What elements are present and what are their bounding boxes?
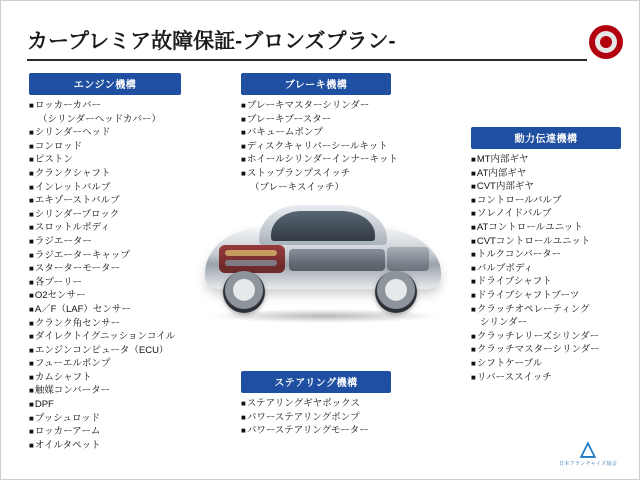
- list-item-label: 触媒コンバーター: [34, 385, 111, 397]
- list-item: [471, 167, 621, 181]
- list-item-label: バルブボディ: [476, 262, 534, 274]
- section-brake-list: [241, 99, 398, 194]
- list-item: [29, 371, 181, 385]
- brand-logo-icon: [589, 25, 623, 59]
- brand-logo-inner: [595, 31, 617, 53]
- bullet-icon: ■: [29, 236, 34, 246]
- list-item-label: ラジエーターキャップ: [34, 249, 130, 261]
- list-item: [29, 398, 181, 412]
- list-item-label: コントロールバルブ: [476, 194, 562, 206]
- bullet-icon: ■: [471, 304, 476, 314]
- section-drive-list: [471, 153, 621, 384]
- bullet-icon: ■: [29, 101, 34, 110]
- list-item: [241, 113, 391, 127]
- bullet-icon: ■: [471, 155, 476, 164]
- title-bar: [27, 25, 587, 55]
- list-item: [241, 397, 391, 411]
- bullet-icon: ■: [29, 128, 34, 138]
- bullet-icon: ■: [471, 345, 476, 355]
- bullet-icon: ■: [29, 141, 34, 151]
- bullet-icon: ■: [29, 168, 34, 178]
- bullet-icon: ■: [29, 372, 34, 382]
- car-front-wheel: [223, 271, 265, 313]
- list-item-label: エンジンコンピュータ（ECU）: [34, 344, 169, 356]
- list-item-label: ピストン: [34, 154, 73, 166]
- list-item-label: バキュームポンプ: [246, 127, 323, 139]
- list-item-label: ストップランプスイッチ: [246, 167, 351, 179]
- bullet-icon: ■: [29, 345, 34, 355]
- list-item-label: ディスクキャリパーシールキット: [246, 140, 388, 152]
- list-item-label: シリンダーヘッド: [34, 127, 111, 139]
- section-brake: [241, 73, 398, 194]
- bullet-icon: ■: [241, 426, 246, 436]
- bullet-icon: ■: [471, 263, 476, 273]
- bullet-icon: ■: [241, 101, 246, 110]
- list-item-label: プッシュロッド: [34, 412, 101, 424]
- bullet-icon: ■: [471, 209, 476, 219]
- list-item: [29, 439, 181, 453]
- list-item: [29, 303, 181, 317]
- list-item: [471, 262, 621, 276]
- car-windows: [271, 211, 375, 241]
- list-item-label: オイルタペット: [34, 439, 101, 451]
- list-item: [241, 424, 391, 438]
- bullet-icon: ■: [29, 359, 34, 369]
- list-item-label: スロットルボディ: [34, 222, 110, 234]
- title-divider: [27, 59, 587, 61]
- list-item-label: ブレーキブースター: [246, 113, 332, 125]
- car-engine-cutaway: [219, 245, 285, 273]
- list-item: [29, 126, 181, 140]
- bullet-icon: ■: [29, 277, 34, 287]
- list-item: [471, 180, 621, 194]
- list-item: [471, 248, 621, 262]
- list-item: [471, 275, 621, 289]
- car-drivetrain-cutaway: [289, 249, 385, 271]
- list-item: [29, 181, 181, 195]
- bullet-icon: ■: [29, 155, 34, 165]
- list-item: [471, 153, 621, 167]
- list-item-label: カムシャフト: [34, 371, 92, 383]
- page-title: カープレミア故障保証-ブロンズプラン-: [27, 30, 396, 53]
- list-item: [241, 181, 391, 195]
- list-item: [471, 194, 621, 208]
- section-engine: [29, 73, 181, 452]
- bullet-icon: ■: [241, 155, 246, 165]
- list-item-label: ダイレクトイグニッションコイル: [34, 331, 176, 343]
- bullet-icon: ■: [241, 128, 246, 138]
- list-item-label: A／F（LAF）センサー: [34, 303, 131, 315]
- list-item: [29, 221, 181, 235]
- list-item-label: CVT内部ギヤ: [476, 181, 534, 193]
- bullet-icon: ■: [241, 412, 246, 422]
- list-item-label: ATコントロールユニット: [476, 221, 583, 233]
- list-item: [29, 412, 181, 426]
- bullet-icon: ■: [471, 372, 476, 382]
- bullet-icon: ■: [471, 182, 476, 192]
- list-item-label: クランクシャフト: [34, 167, 111, 179]
- bullet-icon: ■: [471, 236, 476, 246]
- bullet-icon: ■: [241, 114, 246, 124]
- list-item-label: スターターモーター: [34, 263, 120, 275]
- list-item: [29, 99, 181, 113]
- bullet-icon: ■: [29, 250, 34, 260]
- bullet-icon: ■: [29, 223, 34, 233]
- list-item: [29, 262, 181, 276]
- list-item: [471, 357, 621, 371]
- bullet-icon: ■: [471, 195, 476, 205]
- list-item-label: ブレーキマスターシリンダー: [246, 100, 370, 111]
- bullet-icon: ■: [29, 332, 34, 342]
- list-item: [471, 235, 621, 249]
- section-steering-list: [241, 397, 391, 438]
- car-rear-wheel: [375, 271, 417, 313]
- list-item-label: コンロッド: [34, 140, 83, 152]
- list-item: [29, 425, 181, 439]
- list-item-label: クラッチマスターシリンダー: [476, 344, 600, 356]
- list-item-label: 各プーリー: [34, 276, 83, 288]
- list-item: [29, 330, 181, 344]
- bullet-icon: ■: [29, 182, 34, 192]
- section-steering-heading: ステアリング機構: [241, 371, 391, 393]
- bullet-icon: ■: [29, 209, 34, 219]
- list-item: [471, 343, 621, 357]
- list-item-label: ロッカーアーム: [34, 426, 101, 438]
- list-item-label: ステアリングギヤボックス: [246, 398, 360, 409]
- list-item: [471, 371, 621, 385]
- bullet-icon: ■: [29, 400, 34, 410]
- list-item: [29, 357, 181, 371]
- list-item-label: ドライブシャフトブーツ: [476, 289, 580, 301]
- bullet-icon: ■: [471, 277, 476, 287]
- section-drive-heading: 動力伝達機構: [471, 127, 621, 149]
- bullet-icon: ■: [29, 291, 34, 301]
- list-item: [29, 289, 181, 303]
- list-item-label: ドライブシャフト: [476, 276, 552, 288]
- list-item: [241, 411, 391, 425]
- list-item: [471, 303, 621, 317]
- list-item: [29, 153, 181, 167]
- list-item-label: インレットバルブ: [34, 181, 111, 193]
- list-item: [29, 113, 181, 127]
- list-item-label: シリンダー: [480, 317, 528, 329]
- list-item: [29, 140, 181, 154]
- section-brake-heading: ブレーキ機構: [241, 73, 391, 95]
- list-item: [29, 317, 181, 331]
- list-item-label: エキゾーストバルブ: [34, 195, 120, 207]
- list-item-label: （シリンダーヘッドカバー）: [38, 113, 161, 125]
- section-steering: [241, 371, 391, 438]
- list-item-label: DPF: [34, 399, 54, 411]
- list-item-label: クランク角センサー: [34, 317, 121, 329]
- list-item: [29, 344, 181, 358]
- association-logo-caption: 日本フランチャイズ協会: [558, 461, 618, 467]
- list-item: [241, 167, 391, 181]
- bullet-icon: ■: [29, 427, 34, 437]
- list-item-label: トルクコンバーター: [476, 249, 562, 261]
- list-item-label: CVTコントロールユニット: [476, 235, 591, 247]
- list-item-label: ラジエーター: [34, 235, 92, 247]
- list-item-label: ホイールシリンダーインナーキット: [246, 154, 398, 166]
- list-item-label: （ブレーキスイッチ）: [250, 181, 345, 193]
- list-item-label: クラッチオペレーティング: [476, 303, 590, 315]
- list-item: [471, 330, 621, 344]
- list-item-label: O2センサー: [34, 290, 86, 302]
- list-item-label: リバーススイッチ: [476, 371, 552, 383]
- bullet-icon: ■: [471, 331, 476, 341]
- section-drive: [471, 127, 621, 384]
- list-item: [241, 140, 391, 154]
- bullet-icon: ■: [29, 440, 34, 450]
- list-item: [29, 208, 181, 222]
- list-item: [29, 384, 181, 398]
- list-item: [471, 289, 621, 303]
- list-item: [29, 235, 181, 249]
- list-item-label: パワーステアリングモーター: [246, 425, 369, 437]
- list-item-label: ロッカーカバー: [34, 100, 101, 111]
- list-item: [241, 126, 391, 140]
- association-logo: [551, 439, 625, 467]
- list-item: [471, 316, 621, 330]
- list-item-label: MT内部ギヤ: [476, 154, 529, 165]
- bullet-icon: ■: [29, 318, 34, 328]
- car-illustration: [197, 197, 449, 333]
- list-item: [29, 167, 181, 181]
- list-item-label: ソレノイドバルブ: [476, 208, 552, 220]
- list-item: [29, 276, 181, 290]
- list-item: [29, 194, 181, 208]
- bullet-icon: ■: [471, 358, 476, 368]
- bullet-icon: ■: [241, 399, 246, 408]
- bullet-icon: ■: [471, 290, 476, 300]
- list-item: [471, 221, 621, 235]
- list-item: [241, 153, 398, 167]
- list-item-label: シリンダーブロック: [34, 208, 120, 220]
- bullet-icon: ■: [29, 304, 34, 314]
- bullet-icon: ■: [241, 141, 246, 151]
- car-rear-cutaway: [387, 247, 429, 271]
- list-item: [471, 207, 621, 221]
- bullet-icon: ■: [471, 250, 476, 260]
- bullet-icon: ■: [471, 168, 476, 178]
- association-logo-mark: △: [580, 438, 596, 460]
- list-item-label: クラッチレリーズシリンダー: [476, 330, 600, 342]
- bullet-icon: ■: [241, 168, 246, 178]
- section-engine-heading: エンジン機構: [29, 73, 181, 95]
- list-item: [241, 99, 391, 113]
- list-item-label: フューエルポンプ: [34, 358, 111, 370]
- bullet-icon: ■: [29, 264, 34, 274]
- list-item-label: AT内部ギヤ: [476, 167, 527, 179]
- list-item-label: パワーステアリングポンプ: [246, 411, 360, 423]
- list-item: [29, 249, 181, 263]
- bullet-icon: ■: [29, 413, 34, 423]
- list-item-label: シフトケーブル: [476, 357, 543, 369]
- bullet-icon: ■: [471, 222, 476, 232]
- section-engine-list: [29, 99, 181, 452]
- bullet-icon: ■: [29, 386, 34, 396]
- bullet-icon: ■: [29, 196, 34, 206]
